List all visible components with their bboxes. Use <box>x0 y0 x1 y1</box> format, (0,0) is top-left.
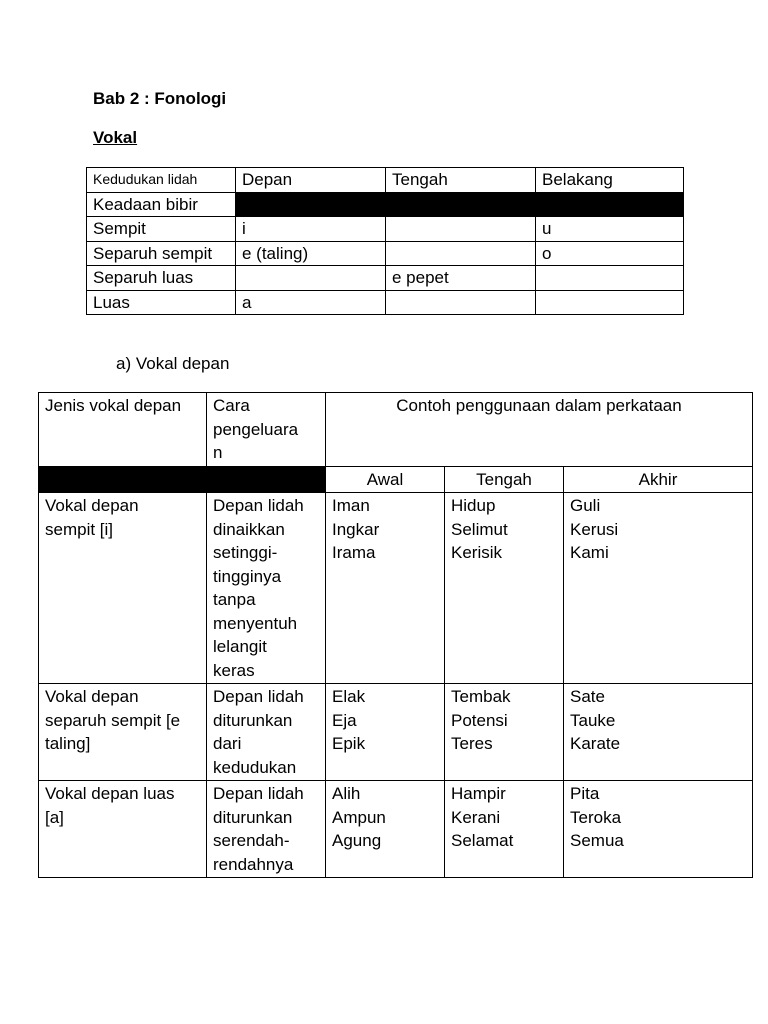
cell-line: Teres <box>451 734 493 753</box>
subheader-awal: Awal <box>326 466 445 493</box>
cell-line: Depan lidah <box>213 784 304 803</box>
vowel-position-table <box>86 167 684 315</box>
cell-line: rendahnya <box>213 854 294 874</box>
table-cell <box>536 290 684 315</box>
table-cell: a <box>236 290 386 315</box>
cell-line: Kerisik <box>451 543 503 562</box>
header-kedudukan-lidah: Kedudukan lidah <box>87 168 236 193</box>
cell-line: Iman <box>332 496 370 515</box>
cell-line: Hidup <box>451 496 496 515</box>
cell-line: Irama <box>332 543 376 562</box>
cell-line: diturunkan <box>213 807 293 827</box>
table-cell <box>386 241 536 266</box>
table-cell: e pepet <box>386 266 536 291</box>
table-cell: Luas <box>87 290 236 315</box>
cara-cell <box>207 684 326 781</box>
cell-line: Vokal depan <box>45 496 139 515</box>
chapter-title: Bab 2 : Fonologi <box>93 89 227 108</box>
header-depan: Depan <box>236 168 386 193</box>
akhir-cell <box>564 781 753 878</box>
vokal-depan-subheading: a) Vokal depan <box>116 354 230 373</box>
cell-line: Depan lidah <box>213 496 304 515</box>
table-row <box>39 493 753 684</box>
table-row <box>39 684 753 781</box>
cell-line: Semua <box>570 831 624 850</box>
jenis-cell <box>39 493 207 684</box>
cell-line: kedudukan <box>213 757 297 777</box>
vokal-heading: Vokal <box>93 128 138 147</box>
table-row <box>87 217 684 242</box>
akhir-cell <box>564 493 753 684</box>
table-cell: Sempit <box>87 217 236 242</box>
cell-line: Karate <box>570 734 621 753</box>
header-line: pengeluara <box>213 419 299 439</box>
cell-line: Selamat <box>451 831 514 850</box>
tengah-cell <box>445 684 564 781</box>
awal-cell <box>326 493 445 684</box>
black-fill-cell <box>236 192 684 217</box>
header-line: Cara <box>213 396 250 415</box>
table-cell: o <box>536 241 684 266</box>
cell-line: lelangit <box>213 637 267 656</box>
cell-line: Kami <box>570 543 609 562</box>
cell-line: taling] <box>45 734 91 753</box>
table-cell <box>386 290 536 315</box>
table-row <box>87 290 684 315</box>
black-fill-cell <box>39 466 326 493</box>
table-row <box>87 192 684 217</box>
cell-line: [a] <box>45 807 64 827</box>
subheader-tengah: Tengah <box>445 466 564 493</box>
cell-line: Guli <box>570 496 601 515</box>
table-row <box>39 466 753 493</box>
cell-line: Teroka <box>570 807 622 827</box>
cell-line: Epik <box>332 734 366 753</box>
table-cell: Separuh luas <box>87 266 236 291</box>
header-line: n <box>213 443 223 462</box>
table-cell: i <box>236 217 386 242</box>
cell-line: tingginya <box>213 566 282 586</box>
cell-line: Ampun <box>332 807 386 827</box>
table-cell <box>236 266 386 291</box>
cell-line: diturunkan <box>213 710 293 730</box>
cell-line: Kerusi <box>570 519 619 539</box>
cell-line: separuh sempit [e <box>45 710 181 730</box>
cara-cell <box>207 781 326 878</box>
table-row <box>39 781 753 878</box>
cell-line: Tembak <box>451 687 511 706</box>
table-cell: e (taling) <box>236 241 386 266</box>
tengah-cell <box>445 781 564 878</box>
cell-line: keras <box>213 660 255 680</box>
cell-line: Kerani <box>451 807 501 827</box>
cell-line: setinggi- <box>213 543 278 562</box>
cell-line: Potensi <box>451 710 508 730</box>
awal-cell <box>326 781 445 878</box>
jenis-cell <box>39 781 207 878</box>
table-cell: Separuh sempit <box>87 241 236 266</box>
cell-line: Elak <box>332 687 366 706</box>
cell-line: Tauke <box>570 710 616 730</box>
cell-line: Alih <box>332 784 361 803</box>
table-row <box>87 266 684 291</box>
cell-line: Selimut <box>451 519 508 539</box>
header-contoh-penggunaan: Contoh penggunaan dalam perkataan <box>326 393 753 467</box>
jenis-cell <box>39 684 207 781</box>
keadaan-bibir-label: Keadaan bibir <box>87 192 236 217</box>
cell-line: Hampir <box>451 784 506 803</box>
header-jenis-vokal: Jenis vokal depan <box>39 393 207 467</box>
cell-line: Vokal depan luas <box>45 784 175 803</box>
table-cell: u <box>536 217 684 242</box>
cell-line: Ingkar <box>332 519 380 539</box>
table-row <box>87 241 684 266</box>
cell-line: dari <box>213 734 242 753</box>
front-vowel-table <box>38 392 753 878</box>
cell-line: tanpa <box>213 590 256 609</box>
cell-line: Vokal depan <box>45 687 139 706</box>
cell-line: Sate <box>570 687 605 706</box>
tengah-cell <box>445 493 564 684</box>
cell-line: Pita <box>570 784 600 803</box>
akhir-cell <box>564 684 753 781</box>
table-cell <box>386 217 536 242</box>
cell-line: dinaikkan <box>213 519 285 539</box>
awal-cell <box>326 684 445 781</box>
cell-line: Agung <box>332 831 382 850</box>
table-row <box>87 168 684 193</box>
cell-line: Eja <box>332 710 357 730</box>
cell-line: serendah- <box>213 831 290 850</box>
table-cell <box>536 266 684 291</box>
header-belakang: Belakang <box>536 168 684 193</box>
cell-line: Depan lidah <box>213 687 304 706</box>
table-row <box>39 393 753 467</box>
cara-cell <box>207 493 326 684</box>
cell-line: menyentuh <box>213 613 298 633</box>
header-tengah: Tengah <box>386 168 536 193</box>
cell-line: sempit [i] <box>45 519 114 539</box>
header-cara-pengeluaran <box>207 393 326 467</box>
subheader-akhir: Akhir <box>564 466 753 493</box>
